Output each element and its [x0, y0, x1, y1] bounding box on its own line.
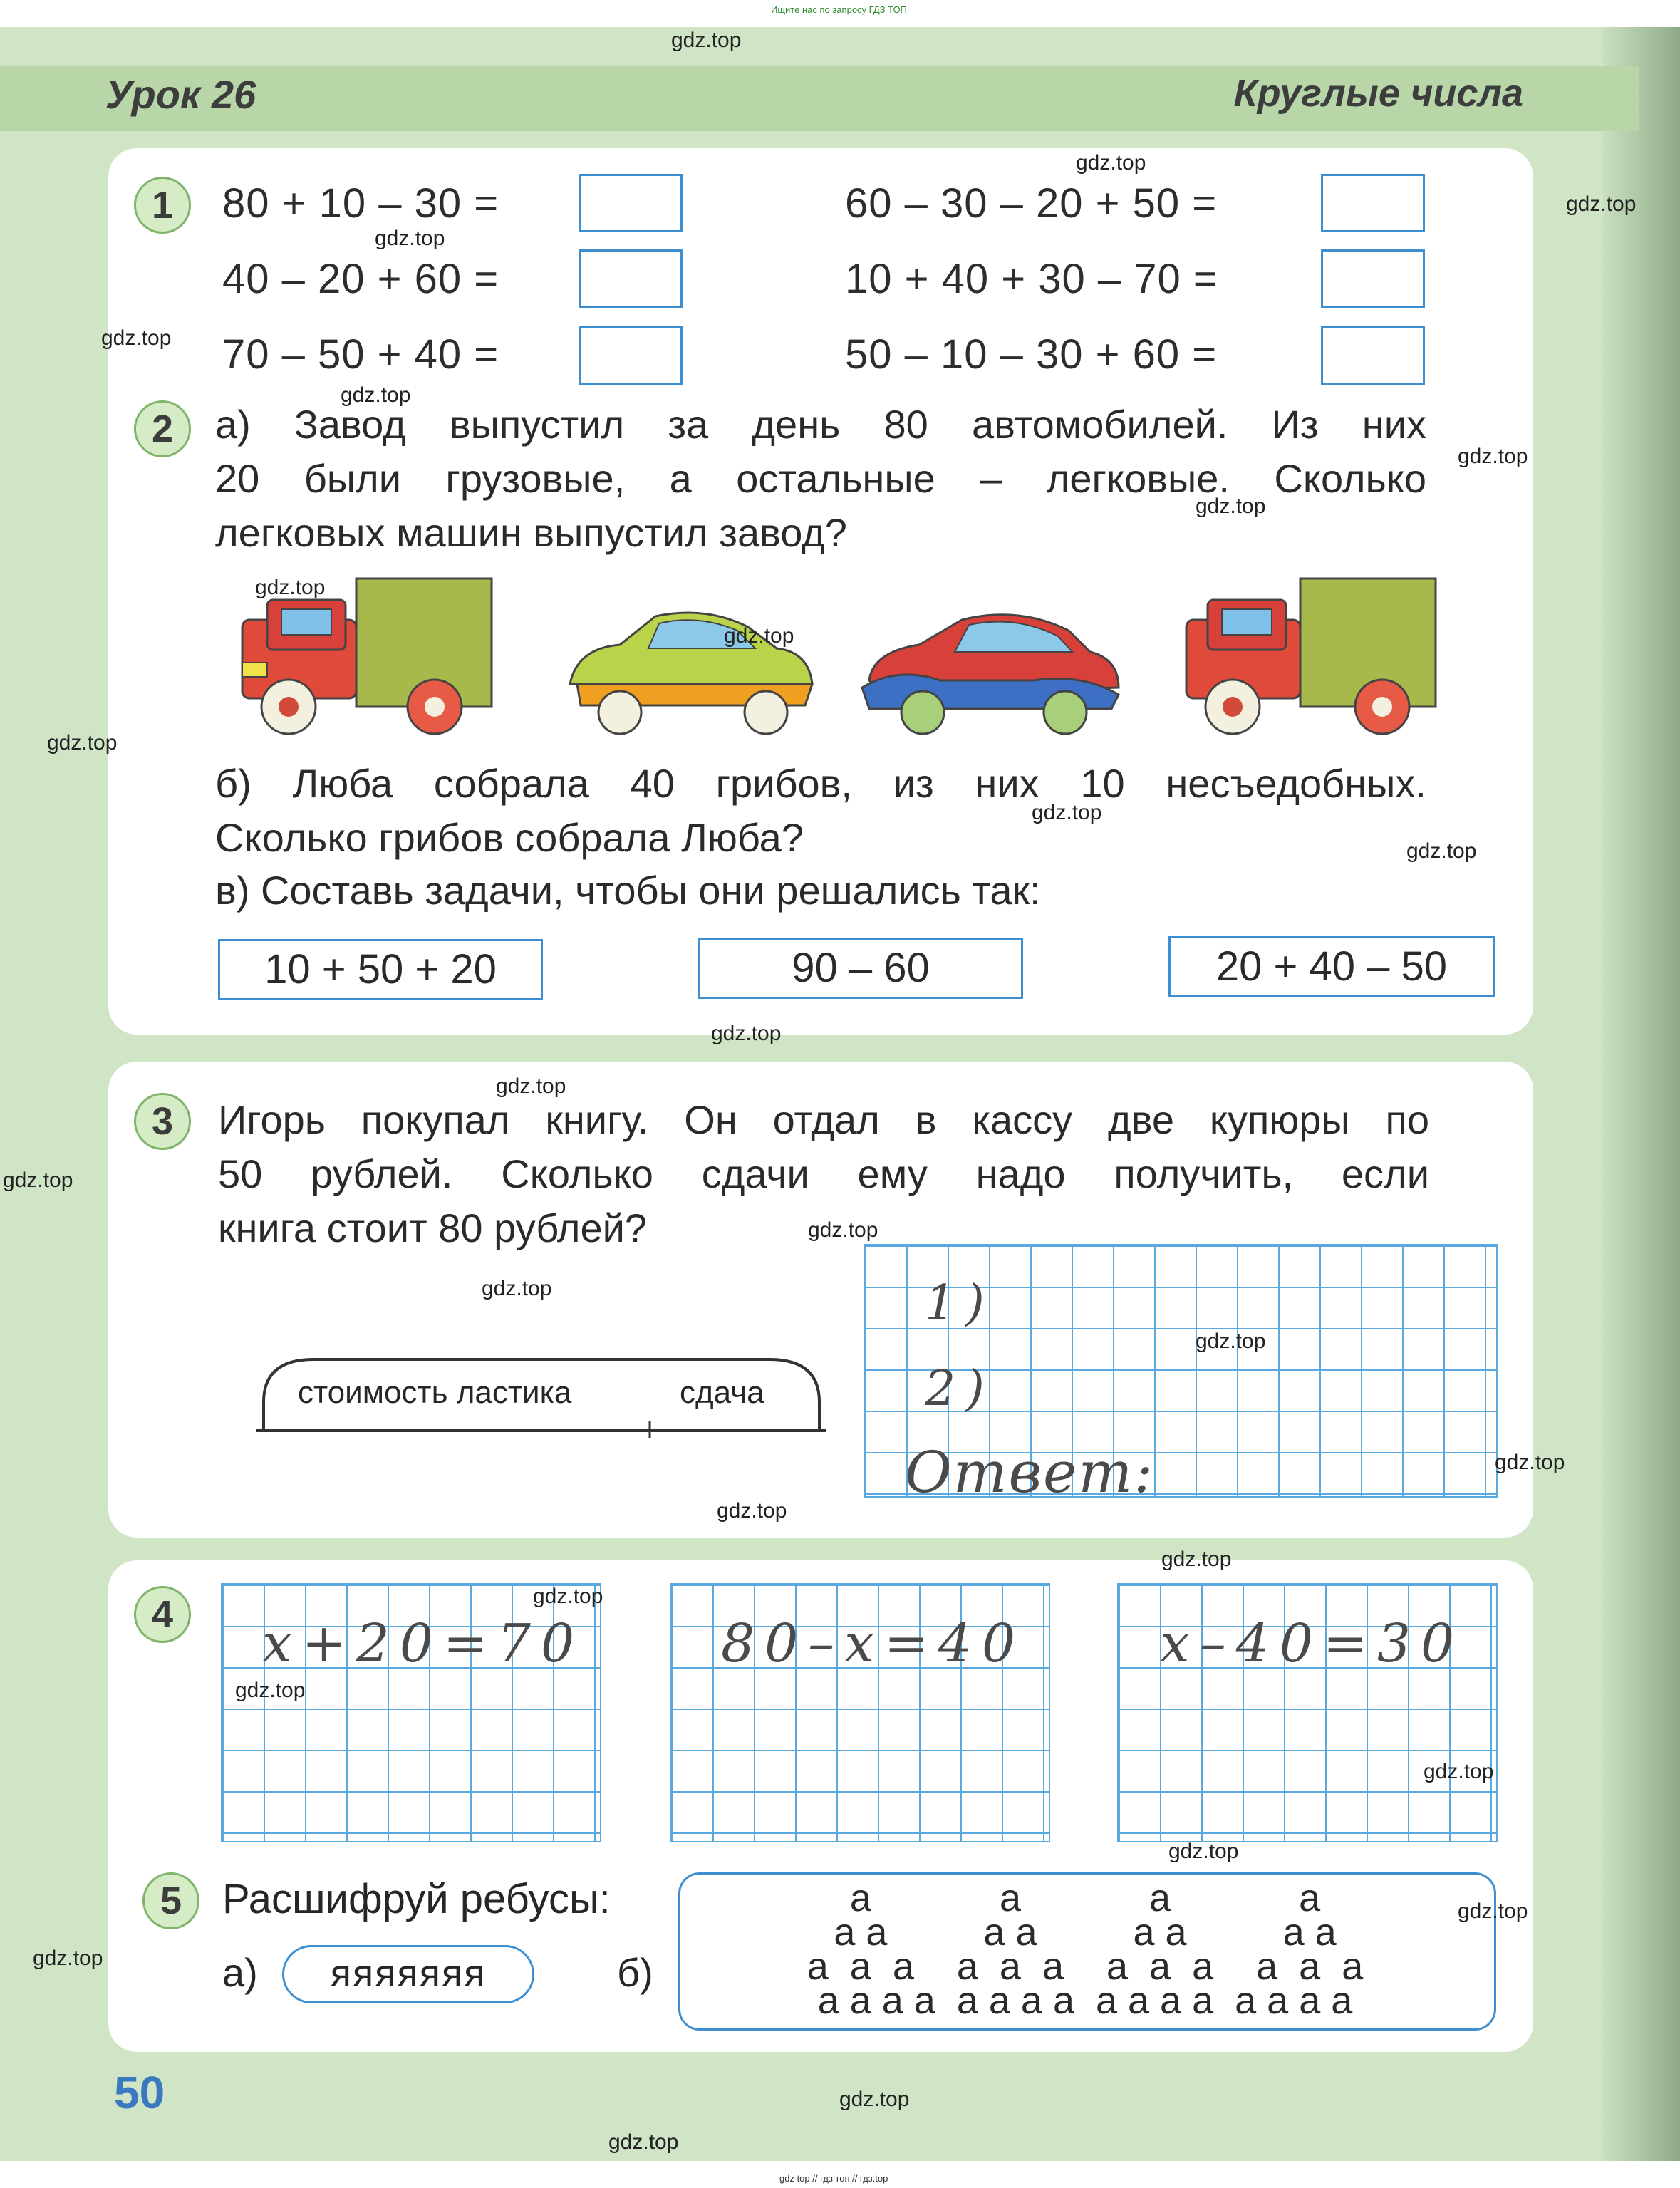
text-line: Игорь покупал книгу. Он отдал в кассу две купюры по: [218, 1097, 1429, 1142]
text-line: а) Завод выпустил за день 80 автомобилей. Из них: [215, 402, 1426, 447]
car-icon: [862, 615, 1119, 734]
text-line: 20 были грузовые, а остальные – легковые. Сколько: [215, 456, 1426, 501]
rebus-row: а а а а а а а а: [834, 1911, 1337, 1954]
equation: 80–x=40: [721, 1613, 1026, 1674]
watermark: gdz.top: [1196, 494, 1266, 518]
watermark: gdz.top: [375, 227, 445, 250]
solution-step-label: 2): [925, 1361, 995, 1417]
watermark: gdz.top: [1495, 1451, 1565, 1474]
task-number-2: 2: [134, 400, 191, 457]
rebus-a-label: а): [222, 1950, 258, 1995]
answer-box[interactable]: [1321, 326, 1425, 385]
rebus-row: а а а а: [849, 1877, 1321, 1919]
watermark: gdz.top: [1566, 192, 1637, 216]
answer-box[interactable]: [579, 249, 683, 308]
watermark: gdz.top: [1458, 445, 1528, 468]
watermark: gdz.top: [496, 1074, 566, 1098]
text-line: легковых машин выпустил завод?: [215, 510, 847, 555]
expression: 10 + 40 + 30 – 70 =: [845, 256, 1218, 302]
watermark: gdz.top: [255, 576, 326, 599]
watermark: gdz.top: [711, 1022, 782, 1045]
task2-a-text: [215, 398, 1426, 560]
equation: x+20=70: [262, 1613, 585, 1674]
watermark: gdz.top: [101, 326, 172, 350]
rebus-row: а а а а а а а а а а а а а а а а: [817, 1979, 1353, 2022]
watermark: gdz.top: [1458, 1899, 1528, 1923]
task2-c-text: в) Составь задачи, чтобы они решались так:: [215, 868, 1041, 913]
segment-label-left: стоимость ластика: [298, 1375, 572, 1410]
task2-b-text: [215, 757, 1426, 865]
watermark: gdz.top: [235, 1679, 306, 1702]
watermark: gdz.top: [47, 731, 118, 755]
solution-step-label: 1): [925, 1275, 995, 1332]
watermark: gdz.top: [808, 1218, 878, 1242]
watermark: gdz.top: [33, 1946, 103, 1970]
expression: 70 – 50 + 40 =: [222, 331, 499, 378]
top-note: Ищите нас по запросу ГДЗ ТОП: [771, 4, 907, 15]
watermark: gdz.top: [482, 1277, 552, 1300]
watermark: gdz.top: [1076, 151, 1146, 175]
solution-plan-box: 10 + 50 + 20: [218, 939, 543, 1000]
rebus-row: а а а а а а а а а а а а: [807, 1945, 1364, 1988]
watermark: gdz.top: [3, 1168, 73, 1192]
lesson-title: Урок 26: [105, 72, 256, 117]
watermark: gdz.top: [1168, 1840, 1239, 1863]
watermark: gdz.top: [608, 2130, 679, 2154]
truck-icon: [242, 579, 492, 734]
expression: 80 + 10 – 30 =: [222, 180, 499, 227]
expression: 40 – 20 + 60 =: [222, 256, 499, 302]
truck-icon: [1186, 579, 1436, 734]
answer-box[interactable]: [579, 174, 683, 232]
rebus-a-word: яяяяяяя: [282, 1945, 534, 2003]
text-line: б) Люба собрала 40 грибов, из них 10 несъедобных.: [215, 761, 1426, 806]
solution-plan-box: 90 – 60: [698, 938, 1023, 999]
segment-label-right: сдача: [680, 1375, 764, 1410]
bottom-note: gdz top // гдз топ // гдз.top: [779, 2173, 888, 2184]
expression: 50 – 10 – 30 + 60 =: [845, 331, 1218, 378]
watermark: gdz.top: [1406, 839, 1477, 863]
rebus-b-label: б): [617, 1950, 653, 1995]
task-number-3: 3: [134, 1093, 191, 1150]
watermark: gdz.top: [1424, 1760, 1494, 1783]
watermark: gdz.top: [1161, 1547, 1232, 1571]
text-line: Сколько грибов собрала Люба?: [215, 815, 804, 860]
answer-box[interactable]: [1321, 174, 1425, 232]
task5-title: Расшифруй ребусы:: [222, 1876, 611, 1922]
vehicles-illustration: [228, 570, 1439, 748]
task-number-5: 5: [142, 1872, 199, 1929]
page-number: 50: [114, 2067, 165, 2118]
watermark: gdz.top: [724, 624, 794, 648]
watermark: gdz.top: [839, 2088, 910, 2111]
watermark: gdz.top: [1032, 801, 1102, 824]
task-number-4: 4: [134, 1586, 191, 1643]
watermark: gdz.top: [533, 1585, 603, 1608]
watermark: gdz.top: [717, 1499, 787, 1523]
task-number-1: 1: [134, 177, 191, 234]
answer-box[interactable]: [579, 326, 683, 385]
topic-title: Круглые числа: [1233, 72, 1523, 115]
answer-box[interactable]: [1321, 249, 1425, 308]
expression: 60 – 30 – 20 + 50 =: [845, 180, 1218, 227]
text-line: 50 рублей. Сколько сдачи ему надо получить, если: [218, 1151, 1429, 1196]
solution-plan-box: 20 + 40 – 50: [1168, 936, 1495, 997]
answer-label: Ответ:: [905, 1439, 1155, 1505]
watermark: gdz.top: [1196, 1329, 1266, 1353]
watermark: gdz.top: [341, 383, 411, 407]
watermark: gdz.top: [671, 28, 742, 52]
equation: x–40=30: [1160, 1613, 1465, 1674]
text-line: книга стоит 80 рублей?: [218, 1206, 648, 1250]
page-edge-shadow: [1603, 27, 1680, 2161]
